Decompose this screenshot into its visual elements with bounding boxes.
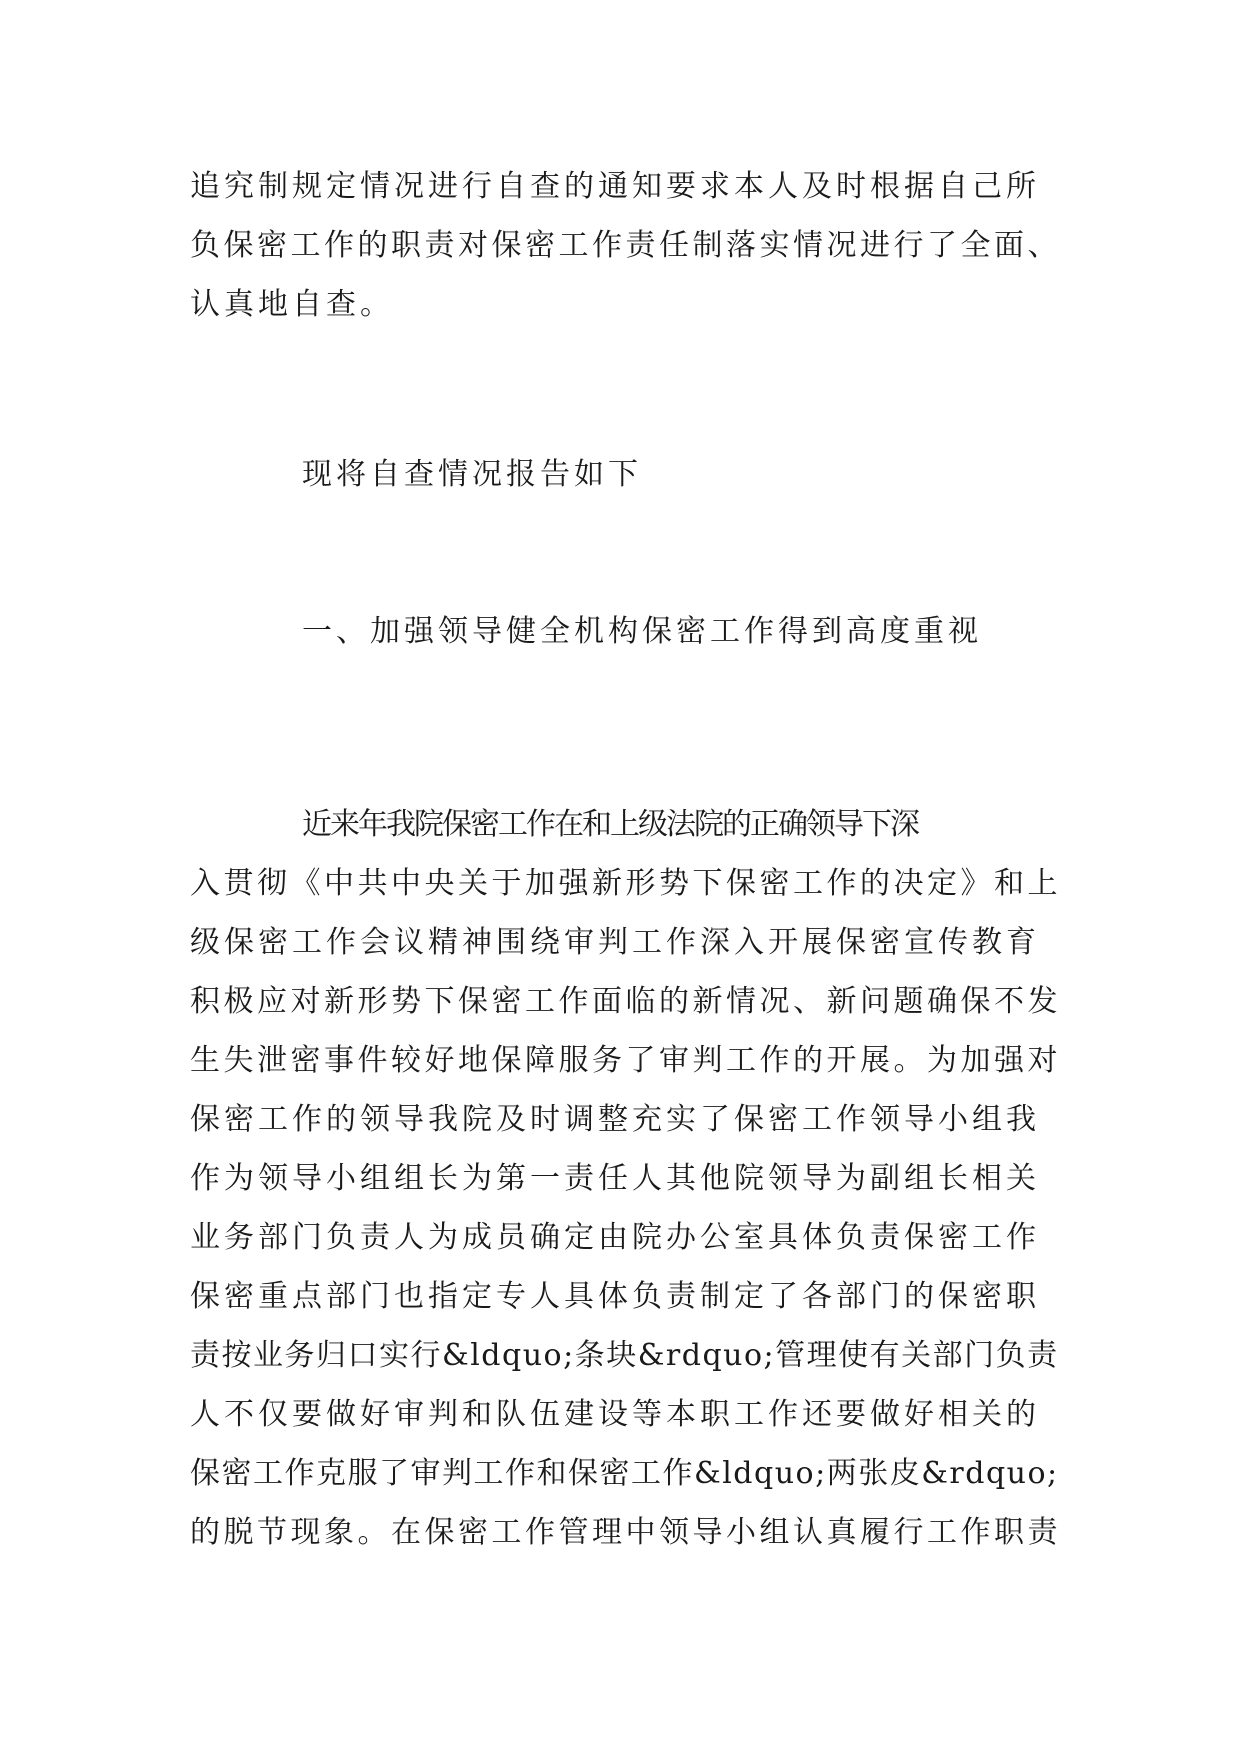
text-line: 现将自查情况报告如下 (302, 457, 642, 492)
paragraph-intro (190, 157, 1070, 334)
text-line: 的脱节现象。在保密工作管理中领导小组认真履行工作职责 (190, 1515, 1061, 1550)
text-line: 一、加强领导健全机构保密工作得到高度重视 (302, 614, 982, 649)
text-line: 入贯彻《中共中央关于加强新形势下保密工作的决定》和上 (190, 866, 1061, 901)
text-line: 责按业务归口实行&ldquo;条块&rdquo;管理使有关部门负责 (190, 1338, 1059, 1373)
text-line: 生失泄密事件较好地保障服务了审判工作的开展。为加强对 (190, 1043, 1061, 1078)
text-line: 保密工作的领导我院及时调整充实了保密工作领导小组我 (190, 1102, 1040, 1137)
text-line: 人不仅要做好审判和队伍建设等本职工作还要做好相关的 (190, 1397, 1040, 1432)
text-line: 保密工作克服了审判工作和保密工作&ldquo;两张皮&rdquo; (190, 1456, 1059, 1491)
text-line: 级保密工作会议精神围绕审判工作深入开展保密宣传教育 (190, 925, 1040, 960)
text-line: 负保密工作的职责对保密工作责任制落实情况进行了全面、 (190, 228, 1061, 263)
section-heading (190, 602, 1070, 661)
text-line: 业务部门负责人为成员确定由院办公室具体负责保密工作 (190, 1220, 1040, 1255)
text-line: 追究制规定情况进行自查的通知要求本人及时根据自己所 (190, 169, 1040, 204)
text-line: 近来年我院保密工作在和上级法院的正确领导下深 (302, 807, 918, 842)
text-line: 作为领导小组组长为第一责任人其他院领导为副组长相关 (190, 1161, 1040, 1196)
paragraph-report-lead (190, 445, 1070, 504)
text-line: 积极应对新形势下保密工作面临的新情况、新问题确保不发 (190, 984, 1061, 1019)
paragraph-body (190, 795, 1070, 1562)
text-line: 认真地自查。 (190, 287, 394, 322)
text-line: 保密重点部门也指定专人具体负责制定了各部门的保密职 (190, 1279, 1040, 1314)
